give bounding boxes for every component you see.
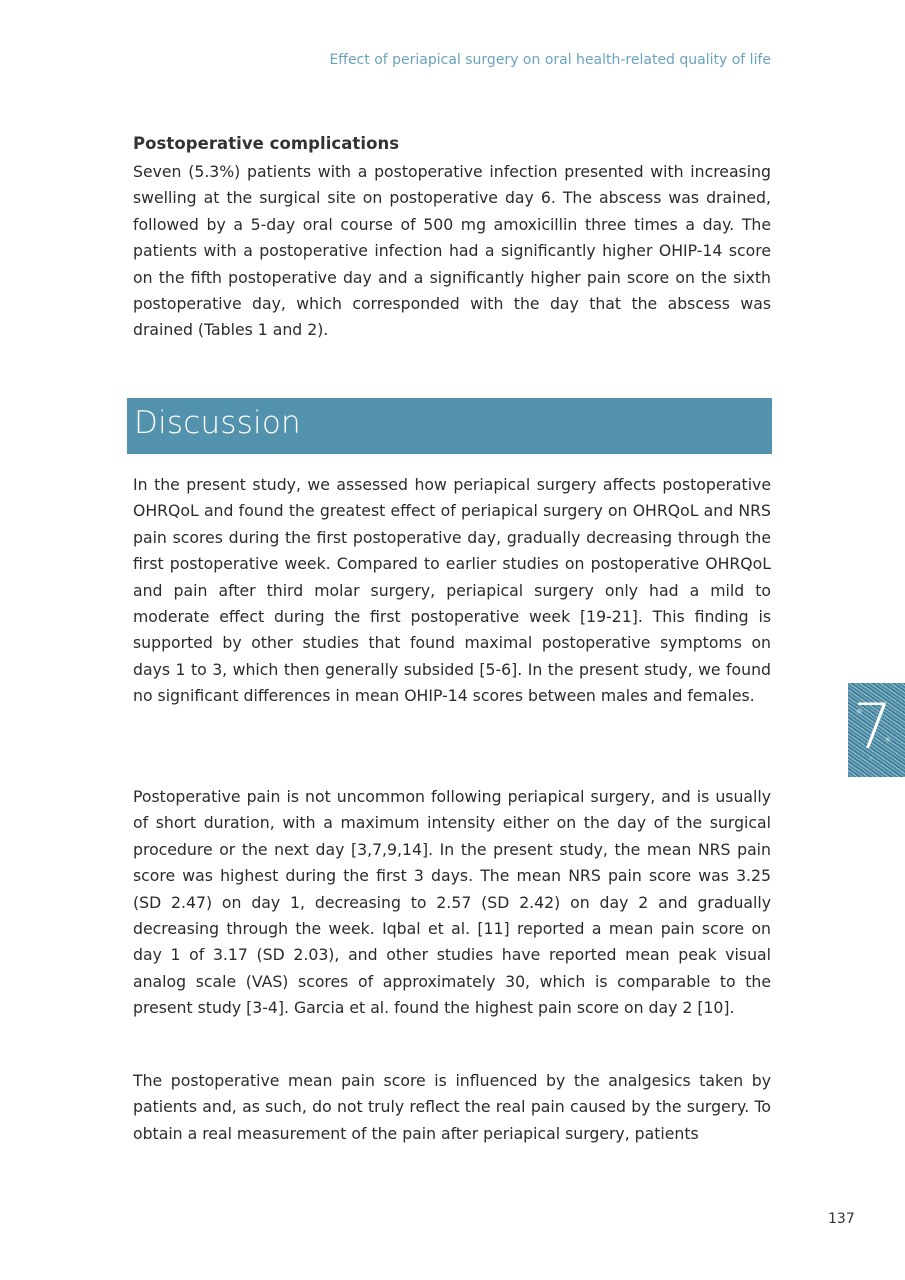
chapter-number: 7 xyxy=(853,690,893,763)
subsection-heading: Postoperative complications xyxy=(133,134,400,153)
complications-paragraph: Seven (5.3%) patients with a postoperative infection presented with increasing swelling at the surgical site on postoperative day 6. The abscess was drained, followed by a 5-day oral course of 500 mg amoxicillin three times a day. The patients with a postoperative infection had a significantly higher OHIP-14 score on the fifth postoperative day and a significantly higher pain score on the sixth postoperative day, which corresponded with the day that the abscess was drained (Tables 1 and 2). xyxy=(133,162,771,340)
page-number: 137 xyxy=(828,1211,855,1227)
section-title: Discussion xyxy=(134,405,301,441)
section-heading-bar xyxy=(127,398,772,454)
discussion-paragraph: Postoperative pain is not uncommon following periapical surgery, and is usually of short duration, with a maximum intensity either on the day of the surgical procedure or the next day [3,7,9,14]. In the present study, the mean NRS pain score was highest during the first 3 days. The mean NRS pain score was 3.25 (SD 2.47) on day 1, decreasing to 2.57 (SD 2.42) on day 2 and gradually decreasing through the week. Iqbal et al. [11] reported a mean pain score on day 1 of 3.17 (SD 2.03), and other studies have reported mean peak visual analog scale (VAS) scores of approximately 30, which is comparable to the present study [3-4]. Garcia et al. found the highest pain score on day 2 [10]. xyxy=(133,787,771,1018)
chapter-thumb-tab xyxy=(848,683,905,777)
discussion-paragraph: The postoperative mean pain score is influenced by the analgesics taken by patients and, as such, do not truly reflect the real pain caused by the surgery. To obtain a real measurement of the pain after periapical surgery, patients xyxy=(133,1071,771,1143)
running-header: Effect of periapical surgery on oral health-related quality of life xyxy=(329,52,771,68)
discussion-paragraph: In the present study, we assessed how periapical surgery affects postoperative OHRQoL and found the greatest effect of periapical surgery on OHRQoL and NRS pain scores during the first postoperative day, gradually decreasing through the first postoperative week. Compared to earlier studies on postoperative OHRQoL and pain after third molar surgery, periapical surgery only had a mild to moderate effect during the first postoperative week [19-21]. This finding is supported by other studies that found maximal postoperative symptoms on days 1 to 3, which then generally subsided [5-6]. In the present study, we found no significant differences in mean OHIP-14 scores between males and females. xyxy=(133,475,771,706)
